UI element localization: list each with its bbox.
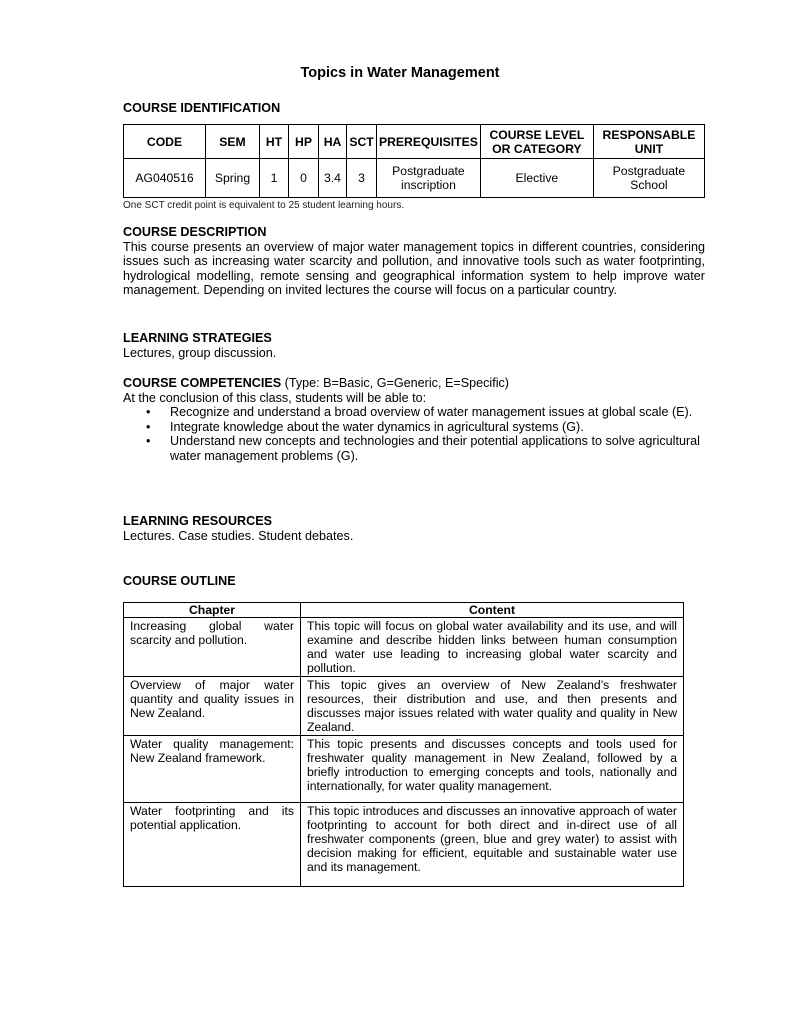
list-item: • Integrate knowledge about the water dynamics in agricultural systems (G). (170, 420, 705, 435)
cell-ha: 3.4 (319, 159, 347, 198)
strategies-section (123, 331, 705, 360)
content-cell: This topic presents and discusses concepts and tools used for freshwater quality management in New Zealand, followed by a briefly introduction to emerging concepts and tools, nationally and internationally, for water quality management. (301, 736, 684, 803)
strategies-text: Lectures, group discussion. (123, 345, 277, 360)
competencies-intro: At the conclusion of this class, students will be able to: (123, 390, 427, 405)
header-cell: SEM (206, 125, 260, 159)
page-title: Topics in Water Management (300, 65, 500, 81)
sct-note: One SCT credit point is equivalent to 25 student learning hours. (123, 200, 405, 211)
competencies-list (123, 405, 705, 463)
header-cell: RESPONSABLE UNIT (593, 125, 704, 159)
header-cell: PREREQUISITES (377, 125, 481, 159)
header-cell: CODE (124, 125, 206, 159)
chapter-cell: Water quality management: New Zealand framework. (124, 736, 301, 803)
course-identification-table (123, 124, 705, 198)
header-cell: COURSE LEVEL OR CATEGORY (480, 125, 593, 159)
strategies-heading: LEARNING STRATEGIES (123, 331, 272, 345)
description-section (123, 225, 705, 298)
chapter-cell: Increasing global water scarcity and pollution. (124, 618, 301, 677)
identification-heading: COURSE IDENTIFICATION (123, 101, 281, 115)
competencies-heading: COURSE COMPETENCIES (123, 376, 282, 390)
resources-heading: LEARNING RESOURCES (123, 514, 273, 528)
outline-heading: COURSE OUTLINE (123, 574, 236, 588)
header-cell: SCT (347, 125, 377, 159)
table-row (124, 803, 684, 887)
course-outline-table (123, 602, 684, 887)
list-item: • Understand new concepts and technologies and their potential applications to solve agricultural water management problems (G). (170, 434, 705, 463)
header-cell: Chapter (124, 603, 301, 618)
chapter-cell: Water footprinting and its potential application. (124, 803, 301, 887)
table-row (124, 618, 684, 677)
cell-unit: Postgraduate School (593, 159, 704, 198)
header-cell: HT (260, 125, 289, 159)
table-header-row (124, 125, 705, 159)
description-heading: COURSE DESCRIPTION (123, 225, 267, 239)
cell-hp: 0 (289, 159, 319, 198)
table-header-row (124, 603, 684, 618)
resources-section (123, 514, 705, 543)
content-cell: This topic will focus on global water availability and its use, and will examine and describe hidden links between human consumption and water use leading to increasing global water scarcity and pollution. (301, 618, 684, 677)
cell-sem: Spring (206, 159, 260, 198)
table-row (124, 677, 684, 736)
cell-code: AG040516 (124, 159, 206, 198)
description-text: This course presents an overview of major water management topics in different countries, considering issues such as increasing water scarcity and pollution, and innovative tools such as water footprinting, hydrological modelling, remote sensing and geographical information system to help improve water management. Depending on invited lectures the course will focus on a particular country. (123, 239, 705, 298)
competencies-type-note: (Type: B=Basic, G=Generic, E=Specific) (281, 376, 509, 390)
cell-sct: 3 (347, 159, 377, 198)
table-row (124, 159, 705, 198)
header-cell: Content (301, 603, 684, 618)
chapter-cell: Overview of major water quantity and quality issues in New Zealand. (124, 677, 301, 736)
resources-text: Lectures. Case studies. Student debates. (123, 528, 354, 543)
cell-prerequisites: Postgraduate inscription (377, 159, 481, 198)
content-cell: This topic gives an overview of New Zealand’s freshwater resources, their distribution and use, and then presents and discusses major issues related with water quality and quality in New Zealand. (301, 677, 684, 736)
header-cell: HA (319, 125, 347, 159)
cell-ht: 1 (260, 159, 289, 198)
list-item: • Recognize and understand a broad overview of water management issues at global scale (E). (170, 405, 705, 420)
competencies-section (123, 376, 705, 464)
content-cell: This topic introduces and discusses an innovative approach of water footprinting to account for both direct and in-direct use of all freshwater components (green, blue and grey water) to assist with decision making for efficient, equitable and sustainable water use and its management. (301, 803, 684, 887)
table-row (124, 736, 684, 803)
cell-level: Elective (480, 159, 593, 198)
header-cell: HP (289, 125, 319, 159)
